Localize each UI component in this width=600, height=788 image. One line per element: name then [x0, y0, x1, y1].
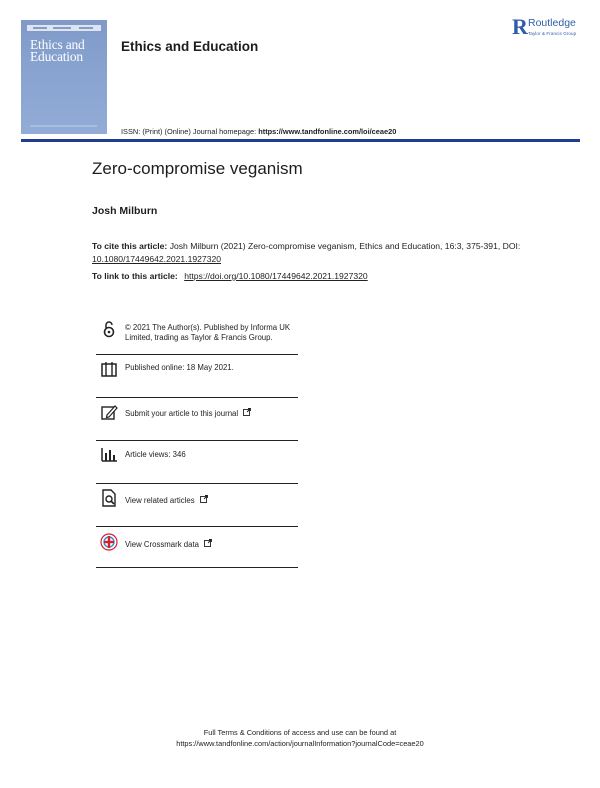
publisher-logo-subtitle: Taylor & Francis Group: [528, 31, 577, 36]
cover-title: [30, 39, 85, 63]
bar-chart-icon: [100, 446, 118, 464]
article-author: Josh Milburn: [92, 205, 158, 217]
crossmark-text: [125, 539, 212, 550]
published-online-item: [96, 355, 298, 398]
crossmark-link[interactable]: View Crossmark data: [125, 540, 199, 549]
submit-article-text: [125, 408, 251, 419]
terms-footer-line1: Full Terms & Conditions of access and use can be found at: [203, 728, 397, 737]
license-text: © 2021 The Author(s). Published by Informa UK Limited, trading as Taylor & Francis Group.: [125, 323, 291, 342]
submit-article-item[interactable]: [96, 398, 298, 441]
doi-link[interactable]: 10.1080/17449642.2021.1927320: [92, 254, 222, 264]
article-doi-url[interactable]: https://doi.org/10.1080/17449642.2021.1927320: [184, 271, 368, 281]
terms-footer: [0, 727, 600, 749]
journal-cover-thumbnail: [21, 20, 107, 134]
article-info-list: [96, 318, 298, 568]
journal-title: Ethics and Education: [121, 39, 259, 54]
published-date-text: Published online: 18 May 2021.: [125, 363, 234, 372]
related-articles-link[interactable]: View related articles: [125, 496, 195, 505]
submit-article-link[interactable]: Submit your article to this journal: [125, 409, 239, 418]
terms-footer-url[interactable]: https://www.tandfonline.com/action/journalInformation?journalCode=ceae20: [176, 739, 424, 748]
open-access-icon: [100, 320, 118, 338]
article-title: Zero-compromise veganism: [92, 159, 303, 178]
cover-title-line1: Ethics and: [30, 37, 85, 52]
related-articles-item[interactable]: [96, 484, 298, 527]
open-access-item: [96, 318, 298, 355]
issn-line: [121, 127, 396, 136]
cover-title-line2: Education: [30, 49, 83, 64]
edit-icon: [100, 403, 118, 421]
calendar-icon: [100, 360, 118, 378]
article-link-line: [92, 271, 368, 281]
publisher-logo-name: Routledge: [528, 17, 576, 29]
header-divider: [21, 139, 580, 142]
publisher-logo: [512, 16, 594, 40]
crossmark-icon: [100, 533, 118, 551]
article-views-text: Article views: 346: [125, 450, 186, 459]
external-link-icon: [243, 408, 251, 416]
external-link-icon: [200, 495, 208, 503]
issn-label: ISSN: (Print) (Online) Journal homepage:: [121, 127, 257, 136]
article-views-item: [96, 441, 298, 484]
routledge-logo-icon: R: [512, 14, 528, 39]
crossmark-item[interactable]: [96, 527, 298, 568]
link-label: To link to this article:: [92, 271, 178, 281]
cover-footer-bar: [30, 125, 97, 127]
cite-label: To cite this article:: [92, 241, 168, 251]
external-link-icon: [204, 539, 212, 547]
document-search-icon: [100, 489, 118, 507]
related-articles-text: [125, 495, 208, 506]
citation-block: [92, 240, 522, 266]
cite-text: Josh Milburn (2021) Zero-compromise veganism, Ethics and Education, 16:3, 375-391, DOI:: [169, 241, 521, 251]
cover-header-strip: [27, 25, 101, 31]
journal-homepage-link[interactable]: https://www.tandfonline.com/loi/ceae20: [258, 127, 397, 136]
